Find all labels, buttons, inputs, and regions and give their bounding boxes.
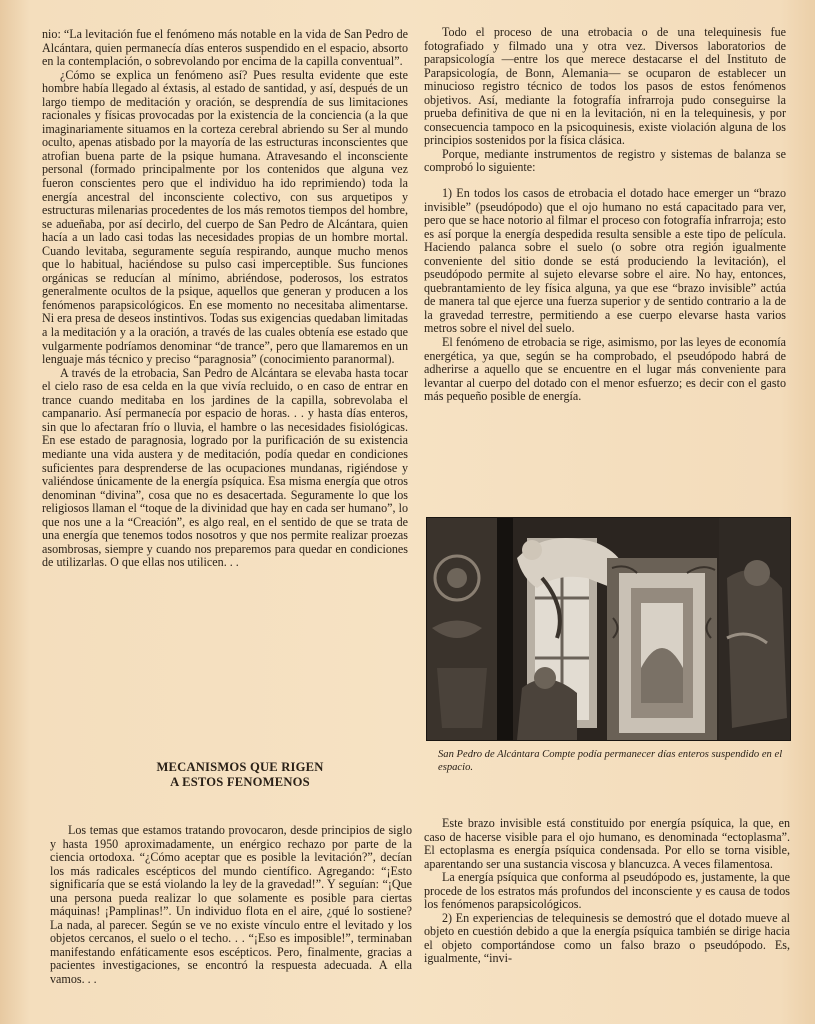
paragraph: La energía psíquica que conforma al pseudópodo es, justamente, la que procede de los estratos más profundos del inconsciente y es causa de todos los fenómenos parapsicológicos.	[424, 870, 790, 912]
right-column-bottom	[424, 817, 790, 966]
photo-caption: San Pedro de Alcántara Compte podía permanecer días enteros suspendido en el espacio.	[438, 749, 783, 773]
paragraph: Este brazo invisible está constituido por energía psíquica, la que, en caso de hacerse visible para el ojo humano, es denominada “ectoplasma”. El ectoplasma es energía psíquica condensada. Por ello se torna visible, aparentando ser una sustancia viscosa y blancuzca. A veces filamentosa.	[424, 816, 790, 871]
list-item: 1) En todos los casos de etrobacia el dotado hace emerger un “brazo invisible” (pseudópodo) que el ojo humano no está capacitado para ver, pero que se hace notorio al filmar el proceso con fotografía infrarroja; esto es así porque la energía despedida resulta sensible a este tipo de película. Haciendo palanca sobre el suelo (o sobre otra región igualmente conveniente del sitio donde se está produciendo la levitación), el pseudópodo permite al sujeto elevarse sobre el aire. No hay, entonces, quebrantamiento de ley física alguna, ya que ese “brazo invisible” actúa de manera tal que ejerce una fuerza superior y de sentido contrario a la de la gravedad terrestre, permitiendo a ese cuerpo elevarse hasta varios metros sobre el nivel del suelo.	[424, 186, 786, 336]
right-column-top	[424, 26, 786, 404]
paragraph: ¿Cómo se explica un fenómeno así? Pues resulta evidente que este hombre había llegado al éxtasis, al estado de santidad, y así, después de un largo tiempo de meditación y oración, se desprendía de sus limitaciones racionales y físicas provocadas por la existencia de la conciencia (a la que imaginariamente situamos en la corteza cerebral abriendo su Ser al mundo oculto, apenas atisbado por la mayoría de las estructuras inconscientes que atrofian buena parte de la psique humana. Atravesando el inconsciente personal (formado principalmente por los contenidos que alguna vez fueron conscientes pero que el individuo ha ido reprimiendo) toda la energía ancestral del inconsciente colectivo, con sus arquetipos y estructuras milenarias procedentes de los más remotos tiempos del hombre, se adueñaba, por así decirlo, del cuerpo de San Pedro de Alcántara, quien hacía a un lado casi todas las necesidades propias de un hombre mortal. Cuando levitaba, seguramente seguía respirando, aunque mucho menos que lo habitual, haciéndose su pulso casi imperceptible. Sus funciones orgánicas se reducían al mínimo, abriéndose, poderosos, los estratos generalmente ocultos de la psique, aquellos que generan y producen a los fenómenos parapsicológicos. En ese momento no necesitaba alimentarse. Ni era presa de deseos instintivos. Todas sus exigencias quedaban limitadas a la meditación y a la oración, a través de las cuales obtenía ese estado que vulgarmente podríamos denominar “de trance”, pero que llamaremos en un lenguaje más técnico y preciso “paragnosia” (conocimiento paranormal).	[42, 67, 408, 367]
illustration-photo	[426, 517, 791, 741]
left-column-top	[42, 28, 408, 570]
paragraph: Los temas que estamos tratando provocaron, desde principios de siglo y hasta 1950 aproximadamente, un enérgico rechazo por parte de la ciencia ortodoxa. “¿Cómo aceptar que es posible la levitación?”, decían los más radicales escépticos del mundo científico. Agregando: “¡Esto significaría que se está violando la ley de la gravedad!”. Y seguían: “¡Que una persona pueda realizar lo que solamente es posible para ciertas máquinas! ¡Pamplinas!”. Un individuo flota en el aire, ¿qué lo sostiene? La nada, al parecer. Según se ve no existe vínculo entre el levitado y los objetos cercanos, el suelo o el techo. . . “¡Eso es imposible!”, terminaban manifestando enfáticamente esos escépticos. Pero, finalmente, gracias a pacientes investigaciones, se encontró la respuesta adecuada. A ella vamos. . .	[50, 823, 412, 987]
paragraph: El fenómeno de etrobacia se rige, asimismo, por las leyes de economía energética, ya que, según se ha comprobado, el pseudópodo habrá de adherirse a aquello que se encuentre en el lugar más conveniente para levantar al cuerpo del dotado con el menor esfuerzo; es decir con el gasto más pequeño posible de energía.	[424, 335, 786, 404]
paragraph: nio: “La levitación fue el fenómeno más notable en la vida de San Pedro de Alcántara, quien permanecía días enteros suspendido en el espacio, absorto en la contemplación, o sobrevolando por encima de la capilla conventual”.	[42, 27, 408, 69]
paragraph: Todo el proceso de una etrobacia o de una telequinesis fue fotografiado y filmado una y otra vez. Diversos laboratorios de parapsicología —entre los que merece destacarse el del Instituto de Parapsicología, de Bonn, Alemania— se ocuparon de establecer un minucioso registro técnico de todos los pasos de estos fenómenos objetivos. Así, mediante la fotografía infrarroja pudo conseguirse la prueba definitiva de que ni en la levitación, ni en la telequinesis, y por consecuencia tampoco en la psicoquinesis, existe violación alguna de los principios sostenidos por la física clásica.	[424, 25, 786, 148]
paragraph: 2) En experiencias de telequinesis se demostró que el dotado mueve al objeto en cuestión debido a que la energía psíquica también se dirige hacia el objeto comportándose como un falso brazo o pseudópodo. Es, igualmente, “invi-	[424, 910, 790, 966]
section-heading	[110, 760, 370, 790]
heading-line: A ESTOS FENOMENOS	[170, 775, 310, 789]
heading-line: MECANISMOS QUE RIGEN	[156, 760, 324, 774]
paragraph: A través de la etrobacia, San Pedro de Alcántara se elevaba hasta tocar el cielo raso de esa celda en la que vivía recluido, o en caso de entrar en trance cuando meditaba en los jardines de la capilla, sobrevolaba el campanario. Así permanecía por espacio de horas. . . y hasta días enteros, sin que lo afectaran frío o lluvia, el hambre o las necesidades fisiológicas. En ese estado de paragnosia, logrado por la purificación de su existencia mediante una vida austera y de meditación, podía quedar en condiciones suficientes para desprenderse de las ocupaciones mundanas, rigiéndose y valiéndose únicamente de la energía psíquica. Esa misma energía que otros denominan “divina”, cosa que no es desacertada. Seguramente lo que los religiosos llaman el “toque de la divinidad que hay en cada ser humano”, lo que nos une a la “Creación”, es algo real, en el sentido de que se trata de una energía que tenemos todos nosotros y que nos permite realizar proezas asombrosas, siempre y cuando nos preparemos para quedar en condiciones de utilizarlas. O que ellas nos utilicen. . .	[42, 365, 408, 570]
left-column-bottom	[50, 824, 412, 987]
paragraph: Porque, mediante instrumentos de registro y sistemas de balanza se comprobó lo siguiente:	[424, 146, 786, 175]
